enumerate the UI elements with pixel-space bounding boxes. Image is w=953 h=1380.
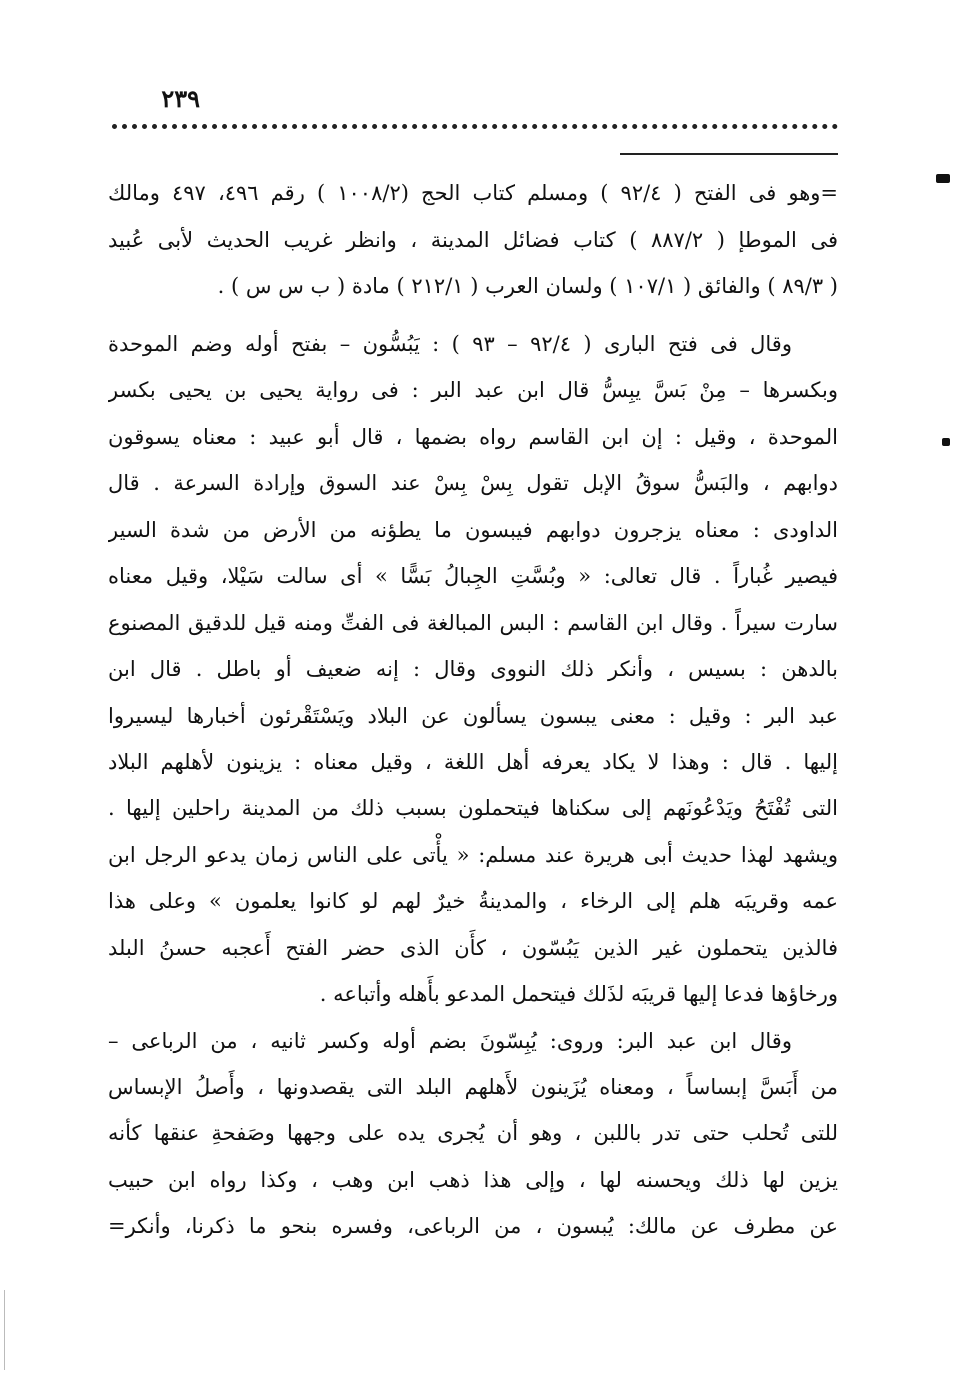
body-line: ويشهد لهذا حديث أبى هريرة عند مسلم: « يأْتى على الناس زمان يدعو الرجل ابن (108, 842, 838, 867)
body-line: وقال ابن عبد البر: وروى: يُبِسّونَ بضم أوله وكسر ثانيه ، من الرباعى – (108, 1028, 792, 1053)
margin-line (4, 1290, 5, 1370)
body-line: عمه وقريبَه هلم إلى الرخاء ، والمدينةُ خيرٌ لهم لو كانوا يعلمون » وعلى هذا (108, 889, 838, 914)
footnote-line: فى الموطإ ( ٨٨٧/٢ ) كتاب فضائل المدينة ، وانظر غريب الحديث لأبى عُبيد (108, 227, 838, 252)
body-line: وبكسرها – مِنْ بَسَّ يبِسُّ قال ابن عبد البر : فى رواية يحيى بن يحيى بكسر (108, 378, 838, 403)
body-line: بالدهن : بسيس ، وأنكر ذلك النووى وقال : إنه ضعيف أو باطل . قال ابن (108, 657, 838, 682)
page-number: ٢٣٩ (161, 84, 200, 113)
footnote-line: ( ٨٩/٣ ) والفائق ( ١٠٧/١ ) ولسان العرب ( ٢١٢/١ ) مادة ( ب س س ) . (217, 274, 838, 298)
body-line: من أَبَسَّ إبساساً ، ومعناه يُزَينون لأَهلهم البلد التى يقصدونها ، وأَصلُ الإبساس (108, 1075, 838, 1099)
margin-mark (936, 174, 950, 183)
body-line: يزين لها ذلك ويحسنه لها ، وإلى هذا ذهب ابن وهب ، وكذا رواه ابن حبيب (108, 1167, 838, 1192)
body-line: الموحدة ، وقيل : إن ابن القاسم رواه بضمها ، قال أبو عبيد : معناه يسوقون (108, 424, 838, 449)
body-line: فالذين يتحملون غير الذين يَبُسّون ، كأَن الذى حضر الفتح أَعجبه حسنُ البلد (108, 935, 838, 960)
body-line: فيصير غُباراً . قال تعالى: « وبُسَّتِ الجِبالُ بَسًّا » أى سالت سَيْلا، وقيل معناه (108, 564, 838, 589)
body-line: للتى تُحلب حتى تدر باللبن ، وهو أن يُجرى يده على وجهها وصَفحةِ عنقها كأنه (108, 1121, 838, 1146)
body-line: سارت سيراً . وقال ابن القاسم : البس المبالغة فى الفتِّ ومنه قيل للدقيق المصنوع (108, 610, 838, 635)
body-line: الداودى : معناه يزجرون دوابهم فيبسون ما يطؤنه من الأرض من شدة السير (108, 517, 838, 542)
body-line: وقال فى فتح البارى ( ٩٢/٤ – ٩٣ ) : يَبُسُّون – بفتح أوله وضم الموحدة (108, 332, 792, 356)
body-line: عبد البر : وقيل : معنى يبسون يسألون عن البلاد ويَسْتَقْرئون أخبارها ليسيروا (108, 703, 838, 728)
main-text (108, 321, 838, 1250)
footnote-separator-rule (620, 153, 838, 155)
footnote-line: =وهو فى الفتح ( ٩٢/٤ ) ومسلم كتاب الحج (١٠٠٨/٢ ) رقم ٤٩٦، ٤٩٧ ومالك (108, 181, 838, 205)
margin-mark (942, 438, 950, 446)
body-line: إليها . قال : وهذا لا يكاد يعرفه أهل اللغة ، وقيل معناه : يزينون لأهلهم البلاد (108, 749, 838, 774)
body-line: عن مطرف عن مالك: يُبسون ، من الرباعى، وفسره بنحو ما ذكرنا، وأنكر= (108, 1214, 838, 1239)
body-line: دوابهم ، والبَسُّ سوقُ الإبل تقول بِسْ بِسْ عند السوق وإرادة السرعة . قال (108, 471, 838, 496)
body-line: التى تُفْتَحُ ويَدْعُونَهم إلى سكناها فيتحملون بسبب ذلك من المدينة راحلين إليها . (108, 796, 838, 821)
footnote-continuation (108, 170, 838, 310)
header-dotted-rule (112, 124, 838, 129)
body-line: ورخاؤها فدعا إليها قريبَه لذَلك فيتحمل المدعو بأَهله وأتباعه . (319, 982, 838, 1007)
